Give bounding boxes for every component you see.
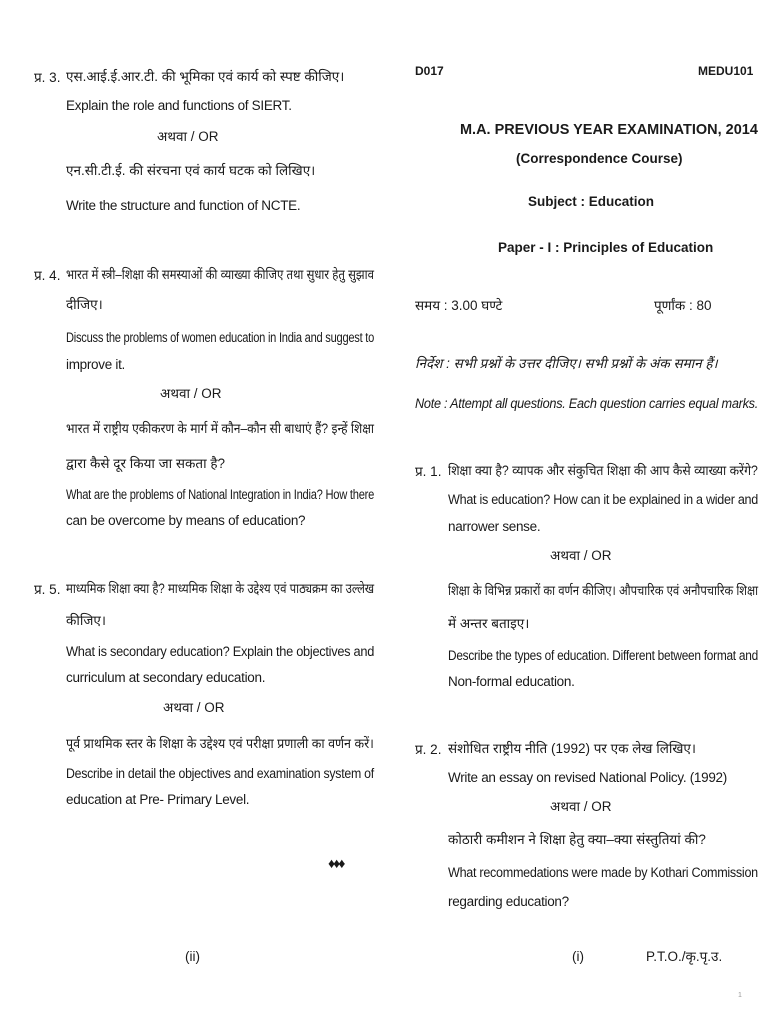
q1-english-line1: What is education? How can it be explained in a wider and (448, 492, 758, 507)
q2-alt-english-line1: What recommedations were made by Kothari Commission (448, 865, 758, 880)
q3-alt-hindi: एन.सी.टी.ई. की संरचना एवं कार्य घटक को लिखिए। (66, 163, 316, 178)
q3-number: प्र. 3. (34, 70, 61, 85)
q2-alt-hindi: कोठारी कमीशन ने शिक्षा हेतु क्या–क्या संस्तुतियां की? (448, 832, 706, 847)
instructions-hindi: निर्देश : सभी प्रश्नों के उत्तर दीजिए। सभी प्रश्नों के अंक समान हैं। (415, 356, 718, 371)
q1-alt-hindi-line2: में अन्तर बताइए। (448, 616, 530, 631)
q5-hindi-line2: कीजिए। (66, 613, 106, 628)
q1-alt-english-line2: Non-formal education. (448, 674, 575, 689)
q4-alt-hindi-line2: द्वारा कैसे दूर किया जा सकता है? (66, 456, 226, 471)
q1-or: अथवा / OR (550, 548, 612, 563)
right-page-number: (i) (572, 949, 584, 964)
q2-english: Write an essay on revised National Policy. (1992) (448, 770, 727, 785)
q2-alt-english-line2: regarding education? (448, 894, 569, 909)
q5-or: अथवा / OR (163, 700, 225, 715)
corner-page-mark: 1 (738, 992, 742, 999)
q2-or: अथवा / OR (550, 799, 612, 814)
q4-alt-english-line2: can be overcome by means of education? (66, 513, 306, 528)
q2-hindi: संशोधित राष्ट्रीय नीति (1992) पर एक लेख लिखिए। (448, 741, 696, 756)
q5-alt-hindi: पूर्व प्राथमिक स्तर के शिक्षा के उद्देश्य एवं परीक्षा प्रणाली का वर्णन करें। (66, 736, 374, 751)
q1-english-line2: narrower sense. (448, 519, 541, 534)
q1-alt-english-line1: Describe the types of education. Different between format and (448, 648, 758, 663)
q4-hindi-line2: दीजिए। (66, 297, 103, 312)
q3-english: Explain the role and functions of SIERT. (66, 98, 292, 113)
q1-hindi: शिक्षा क्या है? व्यापक और संकुचित शिक्षा की आप कैसे व्याख्या करेंगे? (448, 463, 758, 478)
exam-subtitle: (Correspondence Course) (516, 151, 683, 166)
q1-alt-hindi-line1: शिक्षा के विभिन्न प्रकारों का वर्णन कीजिए। औपचारिक एवं अनौपचारिक शिक्षा (448, 583, 759, 598)
q1-number: प्र. 1. (415, 464, 442, 479)
q4-english-line1: Discuss the problems of women education in India and suggest to (66, 330, 375, 345)
q3-alt-english: Write the structure and function of NCTE. (66, 198, 301, 213)
exam-time: समय : 3.00 घण्टे (415, 298, 503, 313)
end-of-paper-mark: ♦♦♦ (328, 855, 344, 871)
q4-number: प्र. 4. (34, 268, 61, 283)
q2-number: प्र. 2. (415, 742, 442, 757)
exam-max-marks: पूर्णांक : 80 (654, 298, 712, 313)
q5-hindi-line1: माध्यमिक शिक्षा क्या है? माध्यमिक शिक्षा के उद्देश्य एवं पाठ्यक्रम का उल्लेख (66, 581, 375, 596)
q5-english-line2: curriculum at secondary education. (66, 670, 266, 685)
q5-number: प्र. 5. (34, 582, 61, 597)
exam-code: D017 (415, 64, 444, 78)
exam-paper: Paper - I : Principles of Education (498, 240, 714, 255)
left-page-number: (ii) (185, 949, 200, 964)
q3-or: अथवा / OR (157, 129, 219, 144)
course-code: MEDU101 (698, 64, 754, 78)
pto-note: P.T.O./कृ.पृ.उ. (646, 949, 723, 964)
instructions-english: Note : Attempt all questions. Each question carries equal marks. (415, 396, 759, 411)
exam-title: M.A. PREVIOUS YEAR EXAMINATION, 2014 (460, 121, 758, 138)
q3-hindi: एस.आई.ई.आर.टी. की भूमिका एवं कार्य को स्पष्ट कीजिए। (66, 69, 345, 84)
q5-alt-english-line1: Describe in detail the objectives and examination system of (66, 766, 374, 781)
exam-subject: Subject : Education (528, 194, 655, 209)
q4-alt-english-line1: What are the problems of National Integration in India? How there (66, 487, 375, 502)
q4-alt-hindi-line1: भारत में राष्ट्रीय एकीकरण के मार्ग में कौन–कौन सी बाधाएं हैं? इन्हें शिक्षा (66, 421, 375, 436)
q4-or: अथवा / OR (160, 386, 222, 401)
q5-alt-english-line2: education at Pre- Primary Level. (66, 792, 250, 807)
q5-english-line1: What is secondary education? Explain the objectives and (66, 644, 375, 659)
q4-english-line2: improve it. (66, 357, 125, 372)
q4-hindi-line1: भारत में स्त्री–शिक्षा की समस्याओं की व्याख्या कीजिए तथा सुधार हेतु सुझाव (66, 267, 374, 282)
